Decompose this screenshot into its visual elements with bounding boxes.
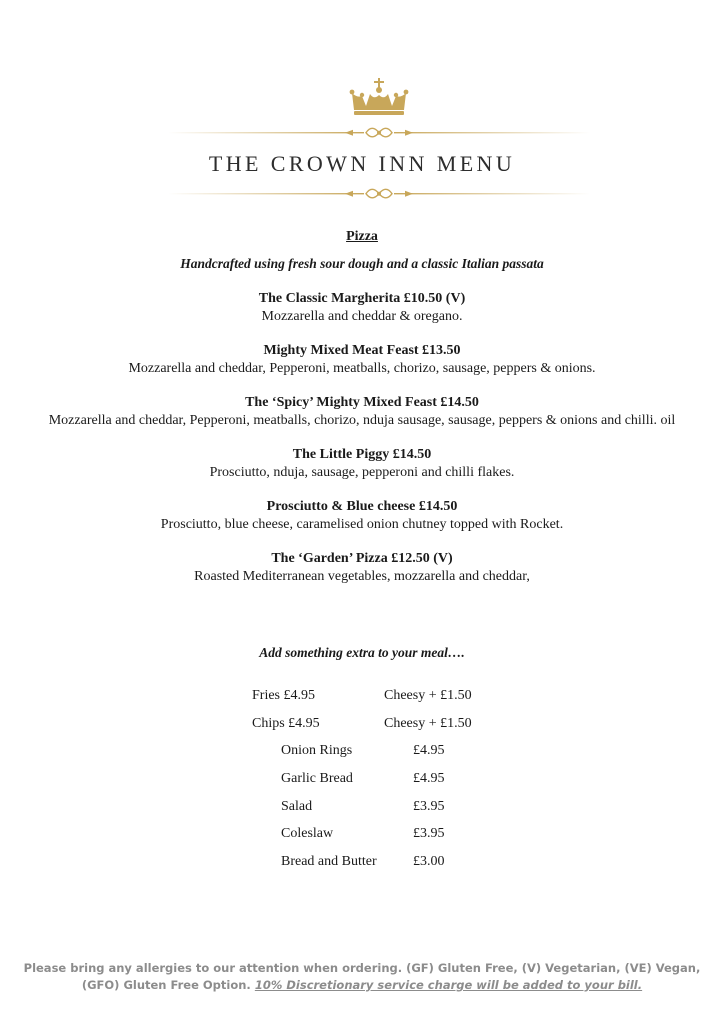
item-description: Prosciutto, nduja, sausage, pepperoni and chilli flakes. <box>209 465 515 480</box>
extra-item: Garlic Bread <box>281 771 353 787</box>
extras-list <box>0 688 724 882</box>
menu-item <box>30 290 694 326</box>
extras-row <box>0 743 724 771</box>
extras-row <box>0 716 724 744</box>
extras-row <box>0 854 724 882</box>
service-charge-notice: 10% Discretionary service charge will be added to your bill. <box>254 978 643 992</box>
upper-divider <box>168 128 590 137</box>
allergy-notice: Please bring any allergies to our attention when ordering. (GF) Gluten Free, (V) Vegetarian, (VE) Vegan, (GFO) Gluten Free Option. <box>23 961 701 992</box>
item-description: Prosciutto, blue cheese, caramelised onion chutney topped with Rocket. <box>160 517 564 532</box>
lower-divider <box>168 189 590 198</box>
extra-price: £3.00 <box>413 854 445 870</box>
header-ornament <box>0 76 724 201</box>
menu-title: THE CROWN INN MENU <box>208 151 516 176</box>
item-description: Mozzarella and cheddar & oregano. <box>261 309 463 324</box>
item-name: Mighty Mixed Meat Feast £13.50 <box>263 343 461 358</box>
extra-price: £3.95 <box>413 826 445 842</box>
extra-price: £3.95 <box>413 798 445 814</box>
extras-row <box>0 799 724 827</box>
allergy-footer <box>20 960 704 994</box>
extras-row <box>0 826 724 854</box>
menu-item <box>30 498 694 534</box>
menu-item <box>30 342 694 378</box>
extra-item: Coleslaw <box>281 826 334 842</box>
menu-item <box>30 446 694 482</box>
extras-row <box>0 771 724 799</box>
crown-icon <box>350 78 409 115</box>
extra-item: Onion Rings <box>281 743 353 759</box>
item-name: Prosciutto & Blue cheese £14.50 <box>266 499 458 514</box>
extras-title: Add something extra to your meal…. <box>259 645 465 660</box>
item-name: The ‘Garden’ Pizza £12.50 (V) <box>271 551 453 566</box>
section-title: Pizza <box>346 229 378 244</box>
item-name: The Classic Margherita £10.50 (V) <box>258 291 466 306</box>
extra-price: £4.95 <box>413 743 445 759</box>
item-name: The Little Piggy £14.50 <box>292 447 432 462</box>
item-name: The ‘Spicy’ Mighty Mixed Feast £14.50 <box>245 395 479 410</box>
extra-price: Cheesy + £1.50 <box>384 715 472 731</box>
item-description: Mozzarella and cheddar, Pepperoni, meatballs, chorizo, nduja sausage, sausage, peppers & onions and chilli. oil <box>48 413 676 428</box>
menu-item <box>30 394 694 430</box>
menu-item <box>30 550 694 586</box>
section-subtitle: Handcrafted using fresh sour dough and a classic Italian passata <box>180 256 544 271</box>
extra-price: Cheesy + £1.50 <box>384 688 472 703</box>
extra-item: Bread and Butter <box>281 854 377 870</box>
extra-price: £4.95 <box>413 771 445 787</box>
menu-header <box>0 76 724 201</box>
extra-item: Fries £4.95 <box>252 688 315 703</box>
extra-item: Salad <box>281 798 313 814</box>
item-description: Mozzarella and cheddar, Pepperoni, meatballs, chorizo, sausage, peppers & onions. <box>128 361 596 376</box>
menu-items <box>30 290 694 602</box>
item-description: Roasted Mediterranean vegetables, mozzarella and cheddar, <box>194 569 530 584</box>
extras-row <box>0 688 724 716</box>
extra-item: Chips £4.95 <box>252 715 320 731</box>
